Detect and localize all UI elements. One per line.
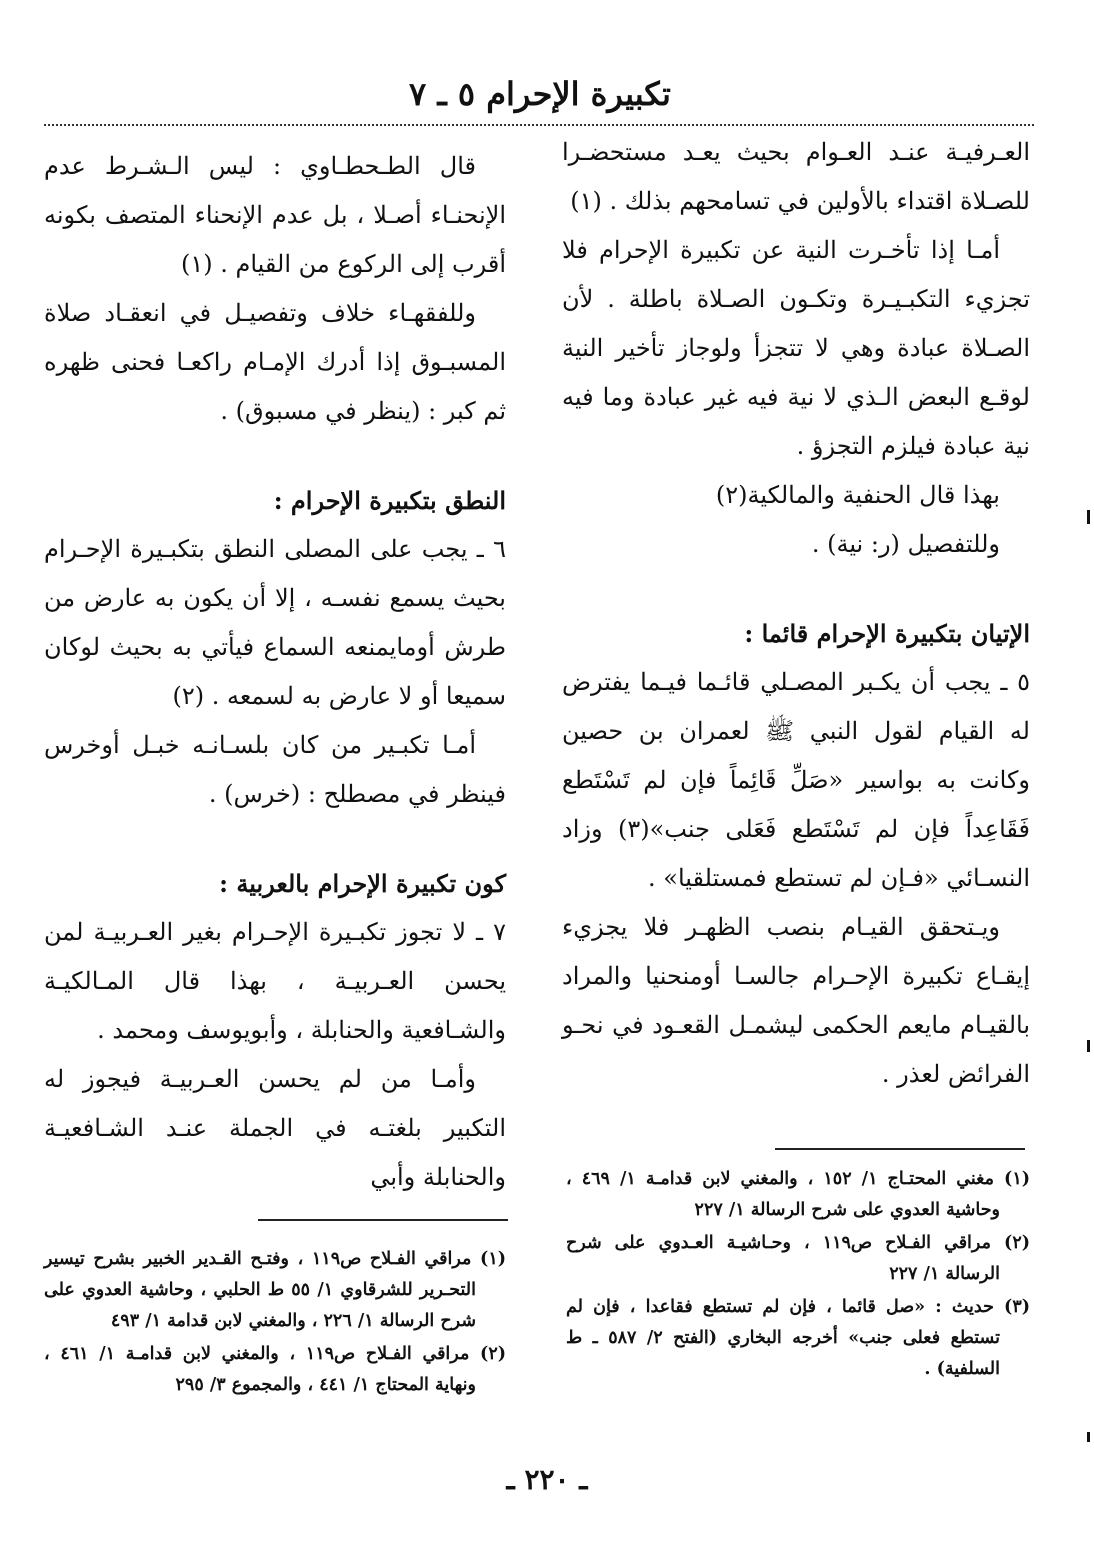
section-heading: الإتيان بتكبيرة الإحرام قائما :	[744, 619, 1030, 648]
spacer	[562, 569, 1030, 609]
paragraph: وللفقهـاء خلاف وتفصيـل في انعقـاد صلاة المسبـوق إذا أدرك الإمـام راكعـا فحنى ظهره ثم كبر : (ينظر في مسبوق) .	[44, 299, 506, 425]
paragraph: وللتفصيل (ر: نية) .	[811, 530, 1000, 558]
footnote: (١) مراقي الفـلاح ص١١٩ ، وفتـح القـدير الخبير بشرح تيسير التحـرير للشرقاوي ١/ ٥٥ ط الحلبي ، وحاشية العدوي على شرح الرسالة ١/ ٢٢٦ ، والمغني لابن قدامة ١/ ٤٩٣	[44, 1249, 506, 1331]
paragraph: ٧ ـ لا تجوز تكبـيرة الإحـرام بغير العـربيـة لمن يحسن العـربيـة ، بهذا قال المـالكيـة والشـافعية والحنابلة ، وأبويوسف ومحمد .	[44, 918, 506, 1044]
footnote: (٣) حديث : «صل قائما ، فإن لم تستطع فقاعدا ، فإن لم تستطع فعلى جنب» أخرجه البخاري (الفتح ٢/ ٥٨٧ ـ ط السلفية) .	[566, 1297, 1030, 1379]
paragraph: وأمـا من لم يحسن العـربيـة فيجوز له التكبير بلغتـه في الجملة عنـد الشـافعيـة والحنابلة وأبي	[44, 1065, 506, 1191]
footnotes-right	[566, 1164, 1030, 1387]
paragraph: ٦ ـ يجب على المصلى النطق بتكبـيرة الإحـرام بحيث يسمع نفسـه ، إلا أن يكون به عارض من طرش أومايمنعه السماع فيأتي به بحيث لوكان سميعا أو لا عارض به لسمعه . (٢)	[44, 535, 506, 710]
footnote: (٢) مراقي الفـلاح ص١١٩ ، والمغني لابن قدامـة ١/ ٤٦١ ، ونهاية المحتاج ١/ ٤٤١ ، والمجموع ٣/ ٢٩٥	[44, 1344, 506, 1395]
footnote-divider	[258, 1219, 508, 1221]
running-header: تكبيرة الإحرام ٥ ـ ٧	[409, 75, 671, 113]
spacer	[44, 436, 506, 476]
paragraph: ويـتحقق القيـام بنصب الظهـر فلا يجزيء إيقـاع تكبيرة الإحـرام جالسـا أومنحنيا والمراد بالقيـام مايعم الحكمى ليشمـل القعـود في نحـو الفرائض لعذر .	[562, 913, 1030, 1088]
spacer	[44, 819, 506, 859]
footnote: (٢) مراقي الفـلاح ص١١٩ ، وحـاشيـة العـدوي على شرح الرسالة ١/ ٢٢٧	[566, 1233, 1030, 1284]
paragraph: قال الطـحطـاوي : ليس الـشـرط عدم الإنحنـاء أصـلا ، بل عدم الإنحناء المتصف بكونه أقرب إلى الركوع من القيام . (١)	[44, 152, 506, 278]
paragraph: بهذا قال الحنفية والمالكية(٢)	[715, 481, 1000, 509]
header-dotted-divider	[44, 124, 1034, 126]
left-column	[44, 142, 506, 1202]
scan-margin-mark	[1087, 1432, 1090, 1442]
section-heading: النطق بتكبيرة الإحرام :	[273, 486, 506, 515]
footnote-divider	[775, 1148, 1025, 1150]
footnote: (١) مغني المحتـاج ١/ ١٥٢ ، والمغني لابن قدامـة ١/ ٤٦٩ ، وحاشية العدوي على شرح الرسالة ١/ ٢٢٧	[566, 1169, 1030, 1220]
paragraph: أمـا تكبـير من كان بلسـانـه خبـل أوخرس فينظر في مصطلح : (خرس) .	[44, 731, 506, 808]
paragraph: ٥ ـ يجب أن يكـبر المصـلي قائـما فيـما يفترض له القيام لقول النبي ﷺ لعمران بن حصين وكانت به بواسير «صَلِّ قَائِماً فإن لم تَسْتَطع فَقَاعِداً فإن لم تَسْتَطع فَعَلى جنب»(٣) وزاد النسـائي «فـإن لم تستطع فمستلقيا» .	[562, 668, 1030, 892]
scan-margin-mark	[1087, 1040, 1090, 1052]
section-heading: كون تكبيرة الإحرام بالعربية :	[219, 869, 506, 898]
scan-margin-mark	[1087, 510, 1090, 524]
footnotes-left	[44, 1244, 506, 1403]
page-number: ـ ٢٢٠ ـ	[506, 1463, 588, 1496]
right-column	[562, 128, 1030, 1099]
paragraph: أمـا إذا تأخـرت النية عن تكبيرة الإحرام فلا تجزيء التكبـيـرة وتكـون الصـلاة باطلة . لأن الصـلاة عبادة وهي لا تتجزأ ولوجاز تأخير النية لوقـع البعض الـذي لا نية فيه غير عبادة وما فيه نية عبادة فيلزم التجزؤ .	[562, 236, 1030, 460]
paragraph: العـرفيـة عنـد العـوام بحيث يعـد مستحضـرا للصـلاة اقتداء بالأولين في تسامحهم بذلك . (١)	[562, 138, 1030, 215]
